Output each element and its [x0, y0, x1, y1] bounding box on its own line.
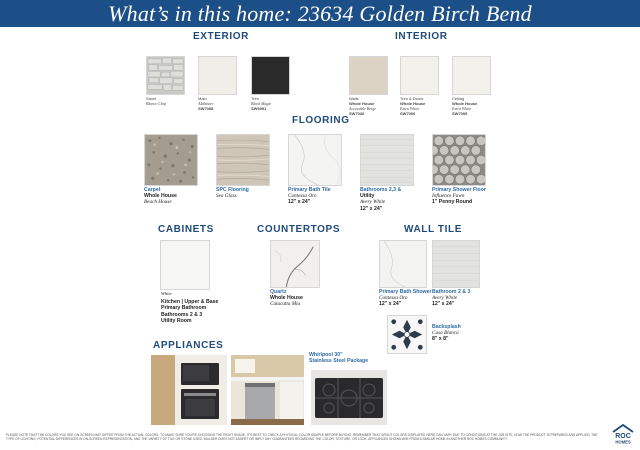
primary-shower-floor-caption: Primary Shower Floor Influence Fawn 1" Penny Round — [432, 187, 486, 206]
spc-flooring-caption: SPC Flooring Sea Glass — [216, 187, 249, 200]
countertops-caption: Quartz Whole House Calacatta Mia — [270, 289, 303, 308]
oven-microwave-photo — [151, 355, 227, 425]
primary-bath-shower-caption: Primary Bath Shower Contessa Oro 12" x 24" — [379, 289, 432, 308]
quartz-countertop-swatch — [270, 240, 320, 288]
interior-walls-swatch — [349, 56, 388, 95]
appliances-caption: Whirlpool 30" Stainless Steel Package — [309, 352, 369, 365]
countertops-heading: COUNTERTOPS — [257, 224, 341, 235]
exterior-main-caption: Main Alabaster SW7008 — [198, 96, 214, 111]
exterior-stone-swatch — [146, 56, 185, 95]
interior-walls-caption: Walls Whole House Accessible Beige SW7036 — [349, 96, 376, 116]
cabinets-heading: CABINETS — [158, 224, 214, 235]
interior-ceiling-swatch — [452, 56, 491, 95]
primary-bath-tile-swatch — [288, 134, 342, 186]
backsplash-caption: Backsplash Casa Blanca 8" x 8" — [432, 324, 461, 343]
disclaimer-text: PLEASE NOTE THAT THE COLORS YOU SEE ON-SCREEN MAY DIFFER FROM THE ACTUAL COLORS. TO MAKE SURE YOU'RE CHOOSING THE RIGHT SHADE, IT'S BEST TO CHECK A PHYSICAL COLOR SAMPLE BEFORE BUYING. REMEMBER THAT GROUT COLORS DISPLAYED HERE CAN VARY DUE TO CONDITIONS AT THE JOB SITE, HOW THE PRODUCT IS PREPARED AND APPLIED, THE TYPE OF LIGHTING, POTENTIAL DIFFERENCES IN ON-SCREEN REPRESENTATION, AND THE VARIETY OF TILE OR STONE USED. BUILDER DOES NOT ASSERT OR IMPLY ANY GUARANTEES REGARDING THE COLOR, TEXTURE, OR LOOK. APPLIANCES SHOWN ARE FROM A SIMILAR HOME IN ANOTHER ROC HOMES COMMUNITY. — [6, 433, 598, 441]
page-banner: What’s in this home: 23634 Golden Birch Bend — [0, 0, 640, 27]
exterior-trim-caption: Trim Black Magic SW6991 — [251, 96, 272, 111]
cabinets-caption: White Kitchen | Upper & Base Primary Bathroom Bathrooms 2 & 3 Utility Room — [161, 291, 219, 324]
exterior-stone-caption: Stone Blanco Chip — [146, 96, 167, 106]
cooktop-photo — [311, 370, 387, 425]
dishwasher-photo — [231, 355, 304, 425]
primary-shower-floor-swatch — [432, 134, 486, 186]
carpet-caption: Carpet Whole House Beach House — [144, 187, 177, 206]
wall-tile-heading: WALL TILE — [404, 224, 462, 235]
bathroom-wall-tile-swatch — [432, 240, 480, 288]
backsplash-swatch — [387, 315, 427, 354]
bathrooms-tile-swatch — [360, 134, 414, 186]
interior-trim-caption: Trim & Doors Whole House Extra White SW7006 — [400, 96, 426, 116]
roc-homes-logo — [610, 423, 636, 445]
primary-bath-shower-tile-swatch — [379, 240, 427, 288]
exterior-main-swatch — [198, 56, 237, 95]
exterior-heading: EXTERIOR — [193, 31, 249, 42]
interior-trim-swatch — [400, 56, 439, 95]
appliances-heading: APPLIANCES — [153, 340, 224, 351]
interior-ceiling-caption: Ceiling Whole House Extra White SW7006 — [452, 96, 478, 116]
logo-roc: ROC — [615, 433, 631, 440]
cabinet-white-swatch — [160, 240, 210, 290]
bathrooms-tile-caption: Bathrooms 2,3 & Utility Avery White 12" x 24" — [360, 187, 402, 212]
exterior-trim-swatch — [251, 56, 290, 95]
logo-homes: HOMES — [615, 439, 631, 445]
interior-heading: INTERIOR — [395, 31, 448, 42]
bathroom-wall-tile-caption: Bathroom 2 & 3 Avery White 12" x 24" — [432, 289, 471, 308]
flooring-heading: FLOORING — [292, 115, 350, 126]
spc-flooring-swatch — [216, 134, 270, 186]
primary-bath-tile-caption: Primary Bath Tile Contessa Oro 12" x 24" — [288, 187, 331, 206]
carpet-swatch — [144, 134, 198, 186]
